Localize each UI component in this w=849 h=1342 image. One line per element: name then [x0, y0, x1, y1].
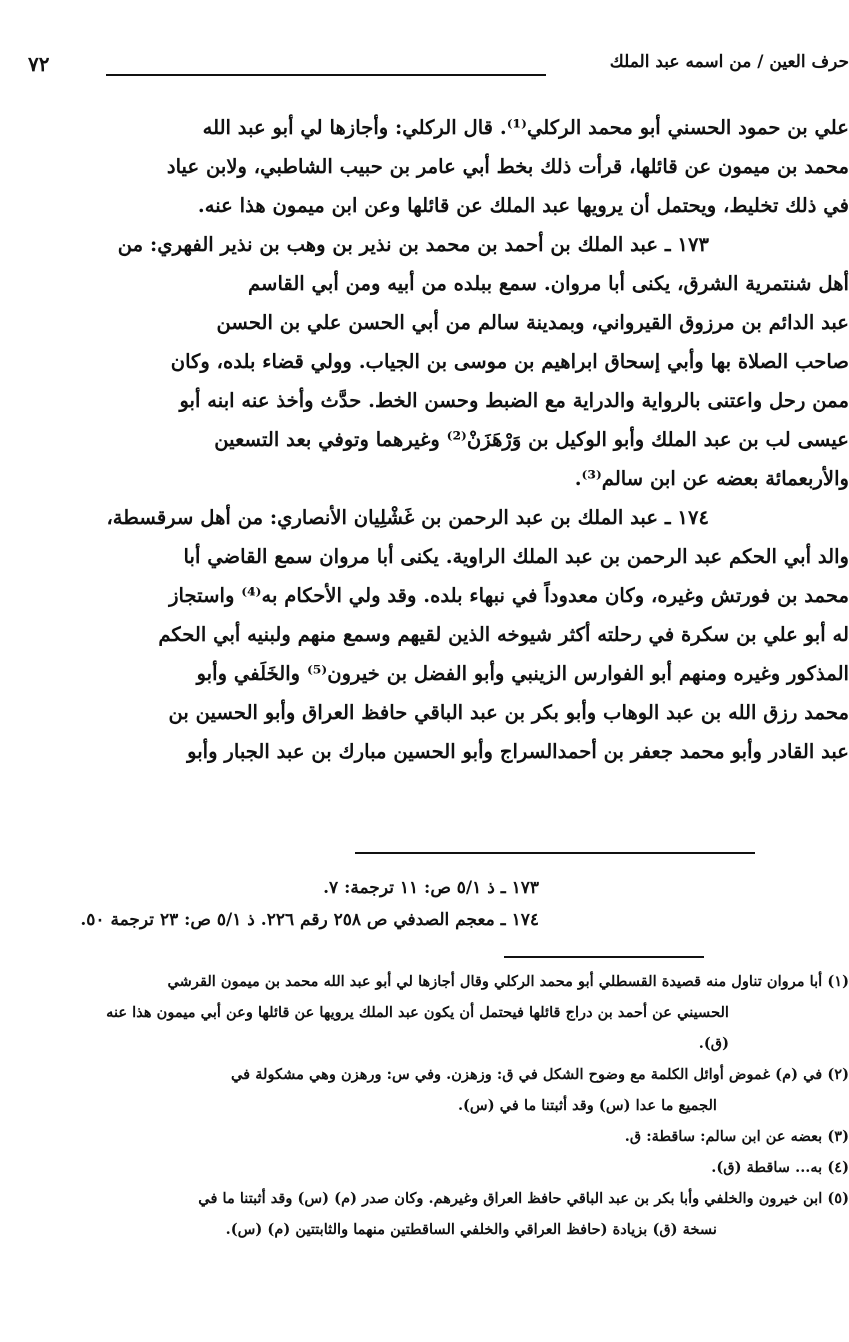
footnote-text: (ق). — [698, 1035, 729, 1052]
page-number: ٧٢ — [28, 52, 50, 76]
entry-174 — [0, 498, 849, 771]
text-line: ممن رحل واعتنى بالرواية والدراية مع الضبط وحسن الخط. حدَّث وأخذ عنه ابنه أبو — [179, 389, 849, 412]
paragraph-continuation — [0, 108, 849, 225]
text-line: صاحب الصلاة بها وأبي إسحاق ابراهيم بن موسى بن الجياب. وولي قضاء بلده، وكان — [170, 350, 849, 373]
footnote-text: نسخة (ق) بزيادة (حافظ العراقي والخلفي الساقطتين منهما والثابتتين (م) (س). — [225, 1221, 717, 1238]
source-notes — [0, 872, 539, 936]
main-text — [0, 108, 849, 771]
text-line: عيسى لب بن عبد الملك وأبو الوكيل بن وَرْهَزَنْ⁽²⁾ وغيرهما وتوفي بعد التسعين — [214, 428, 849, 451]
text-line: والد أبي الحكم عبد الرحمن بن عبد الملك الراوية. يكنى أبا مروان سمع القاضي أبا — [183, 545, 849, 568]
footnote-3 — [0, 1121, 849, 1152]
footnote-text: به... ساقطة (ق). — [711, 1159, 823, 1176]
source-note-174: ١٧٤ ـ معجم الصدفي ص ٢٥٨ رقم ٢٢٦. ذ ٥/١ ص: ٢٣ ترجمة ٥٠. — [80, 910, 539, 930]
footnote-text: بعضه عن ابن سالم: ساقطة: ق. — [624, 1128, 823, 1145]
footnote-number: (٢) — [827, 1066, 849, 1083]
text-line: علي بن حمود الحسني أبو محمد الركلي⁽¹⁾. قال الركلي: وأجازها لي أبو عبد الله — [202, 116, 849, 139]
footnote-number: (٥) — [827, 1190, 849, 1207]
footnote-2 — [0, 1059, 849, 1121]
text-line: في ذلك تخليط، ويحتمل أن يرويها عبد الملك عن قائلها وعن ابن ميمون هذا عنه. — [197, 194, 849, 217]
footnote-number: (٤) — [827, 1159, 849, 1176]
footnotes — [0, 966, 849, 1245]
footnote-text: في (م) غموض أوائل الكلمة مع وضوح الشكل في ق: وزهزن. وفي س: ورهزن وهي مشكولة في — [230, 1066, 823, 1083]
text-line: له أبو علي بن سكرة في رحلته أكثر شيوخه الذين لقيهم وسمع منهم ولبنيه أبي الحكم — [158, 623, 849, 646]
text-line: محمد بن فورتش وغيره، وكان معدوداً في نبهاء بلده. وقد ولي الأحكام به⁽⁴⁾ واستجاز — [169, 584, 849, 607]
footnote-5 — [0, 1183, 849, 1245]
footnote-4 — [0, 1152, 849, 1183]
footnotes-rule — [504, 956, 704, 958]
footnote-text: ابن خيرون والخلفي وأبا بكر بن عبد الباقي حافظ العراق وغيرهم. وكان صدر (م) (س) وقد أثبتنا ما في — [198, 1190, 823, 1207]
entry-173 — [0, 225, 849, 498]
footnote-1 — [0, 966, 849, 1059]
header-title: حرف العين / من اسمه عبد الملك — [609, 52, 849, 72]
footnote-number: (١) — [827, 973, 849, 990]
footnote-number: (٣) — [827, 1128, 849, 1145]
text-line: ١٧٣ ـ عبد الملك بن أحمد بن محمد بن نذير بن وهب بن نذير الفهري: من — [117, 233, 709, 256]
text-line: عبد القادر وأبو محمد جعفر بن أحمدالسراج وأبو الحسين مبارك بن عبد الجبار وأبو — [187, 740, 849, 763]
text-line: محمد بن ميمون عن قائلها، قرأت ذلك بخط أبي عامر بن حبيب الشاطبي، ولابن عياد — [166, 155, 849, 178]
footnote-text: الحسيني عن أحمد بن دراج قائلها فيحتمل أن يكون عبد الملك يرويها عن قائلها وعن أبي ميمون هذا عنه — [106, 1004, 729, 1021]
footnote-text: الجميع ما عدا (س) وقد أثبتنا ما في (س). — [457, 1097, 717, 1114]
source-notes-rule — [355, 852, 755, 854]
text-line: أهل شنتمرية الشرق، يكنى أبا مروان. سمع ببلده من أبيه ومن أبي القاسم — [247, 272, 849, 295]
text-line: محمد رزق الله بن عبد الوهاب وأبو بكر بن عبد الباقي حافظ العراق وأبو الحسين بن — [168, 701, 849, 724]
source-note-173: ١٧٣ ـ ذ ٥/١ ص: ١١ ترجمة: ٧. — [323, 878, 539, 898]
footnote-text: أبا مروان تناول منه قصيدة القسطلي أبو محمد الركلي وقال أجازها لي أبو عبد الله محمد بن ميمون القرشي — [167, 973, 823, 990]
header-rule — [106, 74, 546, 76]
text-line: والأربعمائة بعضه عن ابن سالم⁽³⁾. — [574, 467, 849, 490]
text-line: المذكور وغيره ومنهم أبو الفوارس الزينبي وأبو الفضل بن خيرون⁽⁵⁾ والخَلَفي وأبو — [196, 662, 849, 685]
text-line: عبد الدائم بن مرزوق القيرواني، وبمدينة سالم من أبي الحسن علي بن الحسن — [216, 311, 849, 334]
text-line: ١٧٤ ـ عبد الملك بن عبد الرحمن بن غَشْلِيان الأنصاري: من أهل سرقسطة، — [106, 506, 709, 529]
running-header — [0, 52, 849, 92]
